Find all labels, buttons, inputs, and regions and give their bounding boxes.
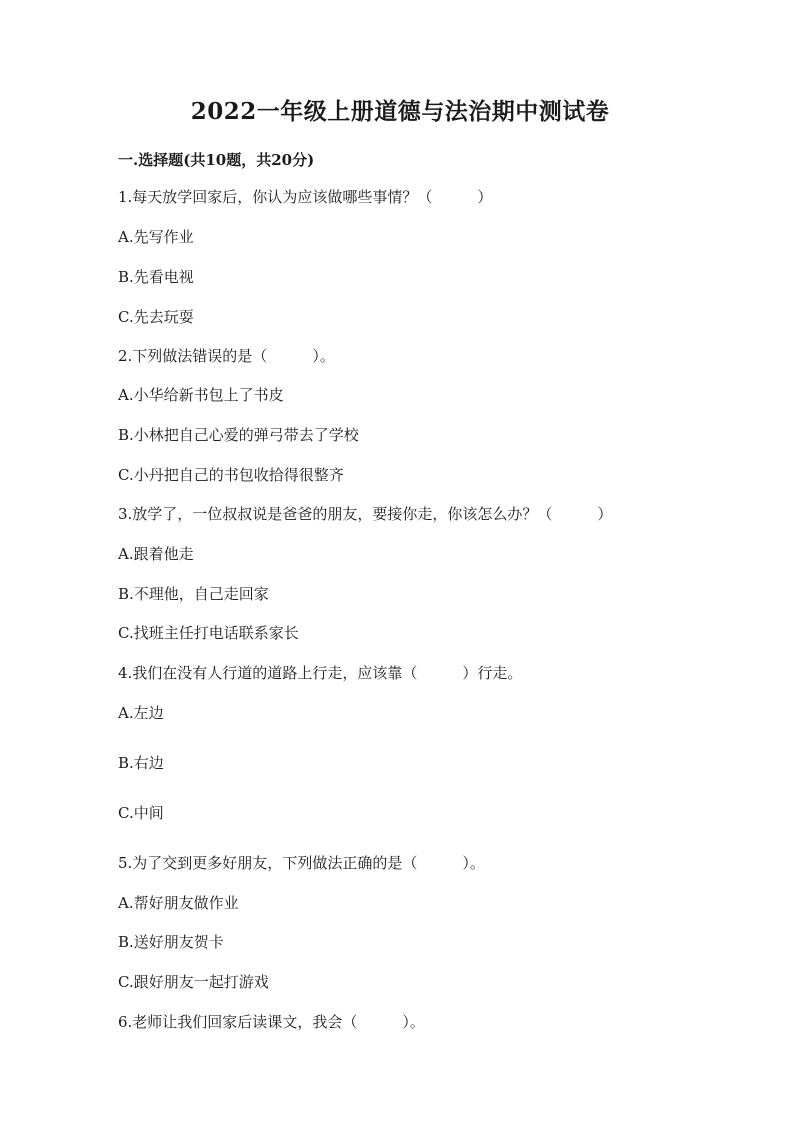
question-1-stem: 1.每天放学回家后，你认为应该做哪些事情？（ ） xyxy=(118,188,493,206)
question-1-option-c: C.先去玩耍 xyxy=(118,308,194,326)
question-3-option-b: B.不理他，自己走回家 xyxy=(118,585,269,603)
question-4-option-a: A.左边 xyxy=(118,704,164,722)
question-3-stem: 3.放学了，一位叔叔说是爸爸的朋友，要接你走，你该怎么办？（ ） xyxy=(118,505,613,523)
section-heading: 一.选择题(共10题，共20分) xyxy=(118,151,315,169)
question-5-option-c: C.跟好朋友一起打游戏 xyxy=(118,973,269,991)
question-2-stem: 2.下列做法错误的是（ ）。 xyxy=(118,347,335,365)
question-5-stem: 5.为了交到更多好朋友，下列做法正确的是（ ）。 xyxy=(118,854,485,872)
question-5-option-b: B.送好朋友贺卡 xyxy=(118,933,224,951)
question-1-option-b: B.先看电视 xyxy=(118,268,194,286)
question-2-option-c: C.小丹把自己的书包收拾得很整齐 xyxy=(118,466,344,484)
question-3-option-a: A.跟着他走 xyxy=(118,545,194,563)
question-3-option-c: C.找班主任打电话联系家长 xyxy=(118,624,299,642)
question-1-option-a: A.先写作业 xyxy=(118,228,194,246)
page-title: 2022一年级上册道德与法治期中测试卷 xyxy=(190,98,610,125)
question-4-stem: 4.我们在没有人行道的道路上行走，应该靠（ ）行走。 xyxy=(118,664,523,682)
question-5-option-a: A.帮好朋友做作业 xyxy=(118,894,239,912)
question-2-option-a: A.小华给新书包上了书皮 xyxy=(118,386,284,404)
question-2-option-b: B.小林把自己心爱的弹弓带去了学校 xyxy=(118,426,359,444)
question-6-stem: 6.老师让我们回家后读课文，我会（ ）。 xyxy=(118,1013,425,1031)
question-4-option-b: B.右边 xyxy=(118,754,164,772)
question-4-option-c: C.中间 xyxy=(118,804,164,822)
